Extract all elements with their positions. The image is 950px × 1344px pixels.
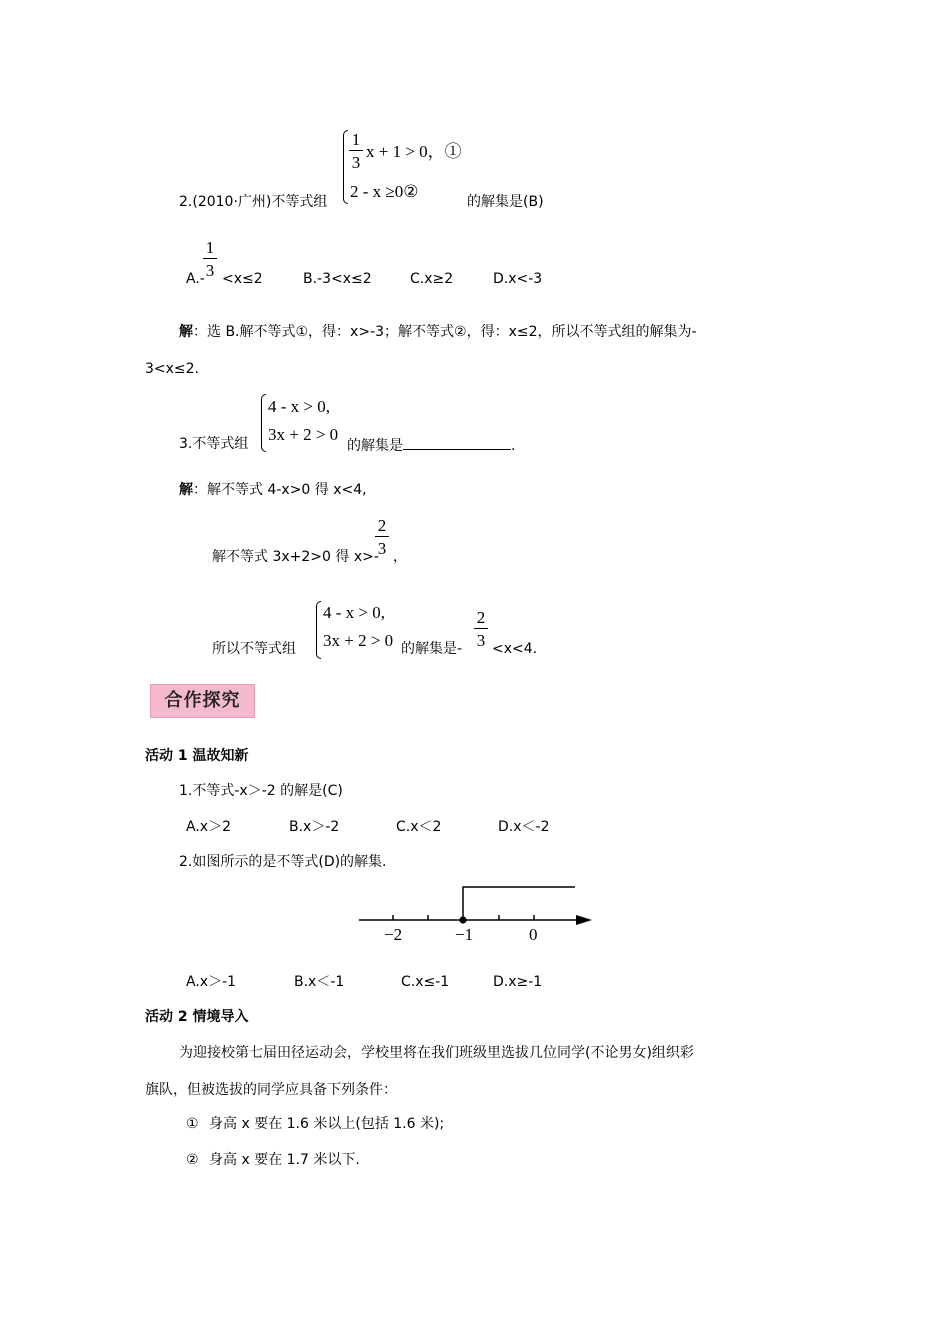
- q2-option-c: C.x≤-1: [401, 974, 450, 990]
- q3-prefix: 3.不等式组: [179, 436, 249, 452]
- q2-option-d: D.x<-3: [493, 271, 543, 287]
- q2-option-b: B.x＜-1: [294, 974, 345, 990]
- activity-1-title: 活动 1 温故知新: [145, 748, 249, 764]
- condition-1: ① 身高 x 要在 1.6 米以上(包括 1.6 米);: [186, 1116, 445, 1132]
- q1-option-b: B.x＞-2: [289, 819, 340, 835]
- q3-solution-line-3-post: <x<4.: [492, 641, 538, 657]
- number-line-label: −2: [384, 925, 403, 944]
- condition-2: ② 身高 x 要在 1.7 米以下.: [186, 1152, 360, 1168]
- activity-2-title: 活动 2 情境导入: [145, 1009, 249, 1025]
- q3-solution-line-3-pre: 所以不等式组: [212, 641, 296, 657]
- q2-prefix: 2.(2010·广州)不等式组: [179, 194, 328, 210]
- q3-equation-2: 3x + 2 > 0: [268, 425, 339, 444]
- q2-option-b: B.-3<x≤2: [303, 271, 372, 287]
- activity-2-paragraph-line-1: 为迎接校第七届田径运动会，学校里将在我们班级里选拔几位同学(不论男女)组织彩: [179, 1045, 694, 1061]
- q3-solution-line-3-mid: 的解集是-: [401, 641, 463, 657]
- system-brace: [261, 394, 266, 452]
- q1-option-c: C.x＜2: [396, 819, 442, 835]
- fraction-two-thirds: 2 3: [375, 516, 389, 557]
- section-badge: 合作探究: [150, 684, 255, 718]
- activity-1-question-1: 1.不等式-x＞-2 的解是(C): [179, 783, 343, 799]
- fraction-one-third: 1 3: [349, 130, 363, 171]
- activity-2-paragraph-line-2: 旗队，但被选拔的同学应具备下列条件：: [145, 1082, 397, 1098]
- q3-solution-equation-1: 4 - x > 0,: [323, 603, 385, 622]
- q2-equation-1: x + 1 > 0，①: [366, 142, 462, 161]
- q3-solution-line-2-pre: 解不等式 3x+2>0 得 x>-: [212, 549, 379, 565]
- q2-suffix: 的解集是(B): [467, 194, 544, 210]
- q3-equation-1: 4 - x > 0,: [268, 397, 330, 416]
- q2-option-a-prefix: A.-: [186, 271, 205, 287]
- activity-1-question-2: 2.如图所示的是不等式(D)的解集.: [179, 854, 387, 870]
- q2-solution-line-2: 3<x≤2.: [145, 361, 200, 377]
- number-line-label: 0: [529, 925, 538, 944]
- circled-one-marker: ①: [186, 1116, 199, 1132]
- solid-endpoint-dot: [459, 916, 466, 923]
- q1-option-d: D.x＜-2: [498, 819, 550, 835]
- q2-solution-line-1: 解：选 B.解不等式①，得：x>-3；解不等式②，得：x≤2，所以不等式组的解集为-: [179, 324, 697, 340]
- q2-option-c: C.x≥2: [410, 271, 454, 287]
- number-line-arrow: [576, 915, 592, 925]
- q2-option-a: A.x＞-1: [186, 974, 237, 990]
- q3-solution-line-1: 解：解不等式 4-x>0 得 x<4,: [179, 482, 367, 498]
- fraction-two-thirds: 2 3: [474, 608, 488, 649]
- option-a-fraction: 1 3: [203, 238, 217, 279]
- q2-equation-2: 2 - x ≥0②: [350, 182, 419, 201]
- q2-option-d: D.x≥-1: [493, 974, 543, 990]
- q3-solution-line-2-post: ，: [393, 549, 407, 565]
- q3-suffix: 的解集是 .: [347, 438, 516, 454]
- q2-option-a-suffix: <x≤2: [222, 271, 263, 287]
- answer-blank[interactable]: [403, 437, 511, 450]
- solution-region-line: [463, 887, 575, 920]
- q1-option-a: A.x＞2: [186, 819, 231, 835]
- system-brace: [316, 601, 321, 659]
- q3-solution-equation-2: 3x + 2 > 0: [323, 631, 394, 650]
- system-brace: [343, 130, 348, 204]
- circled-two-marker: ②: [186, 1152, 199, 1168]
- number-line-label: −1: [455, 925, 474, 944]
